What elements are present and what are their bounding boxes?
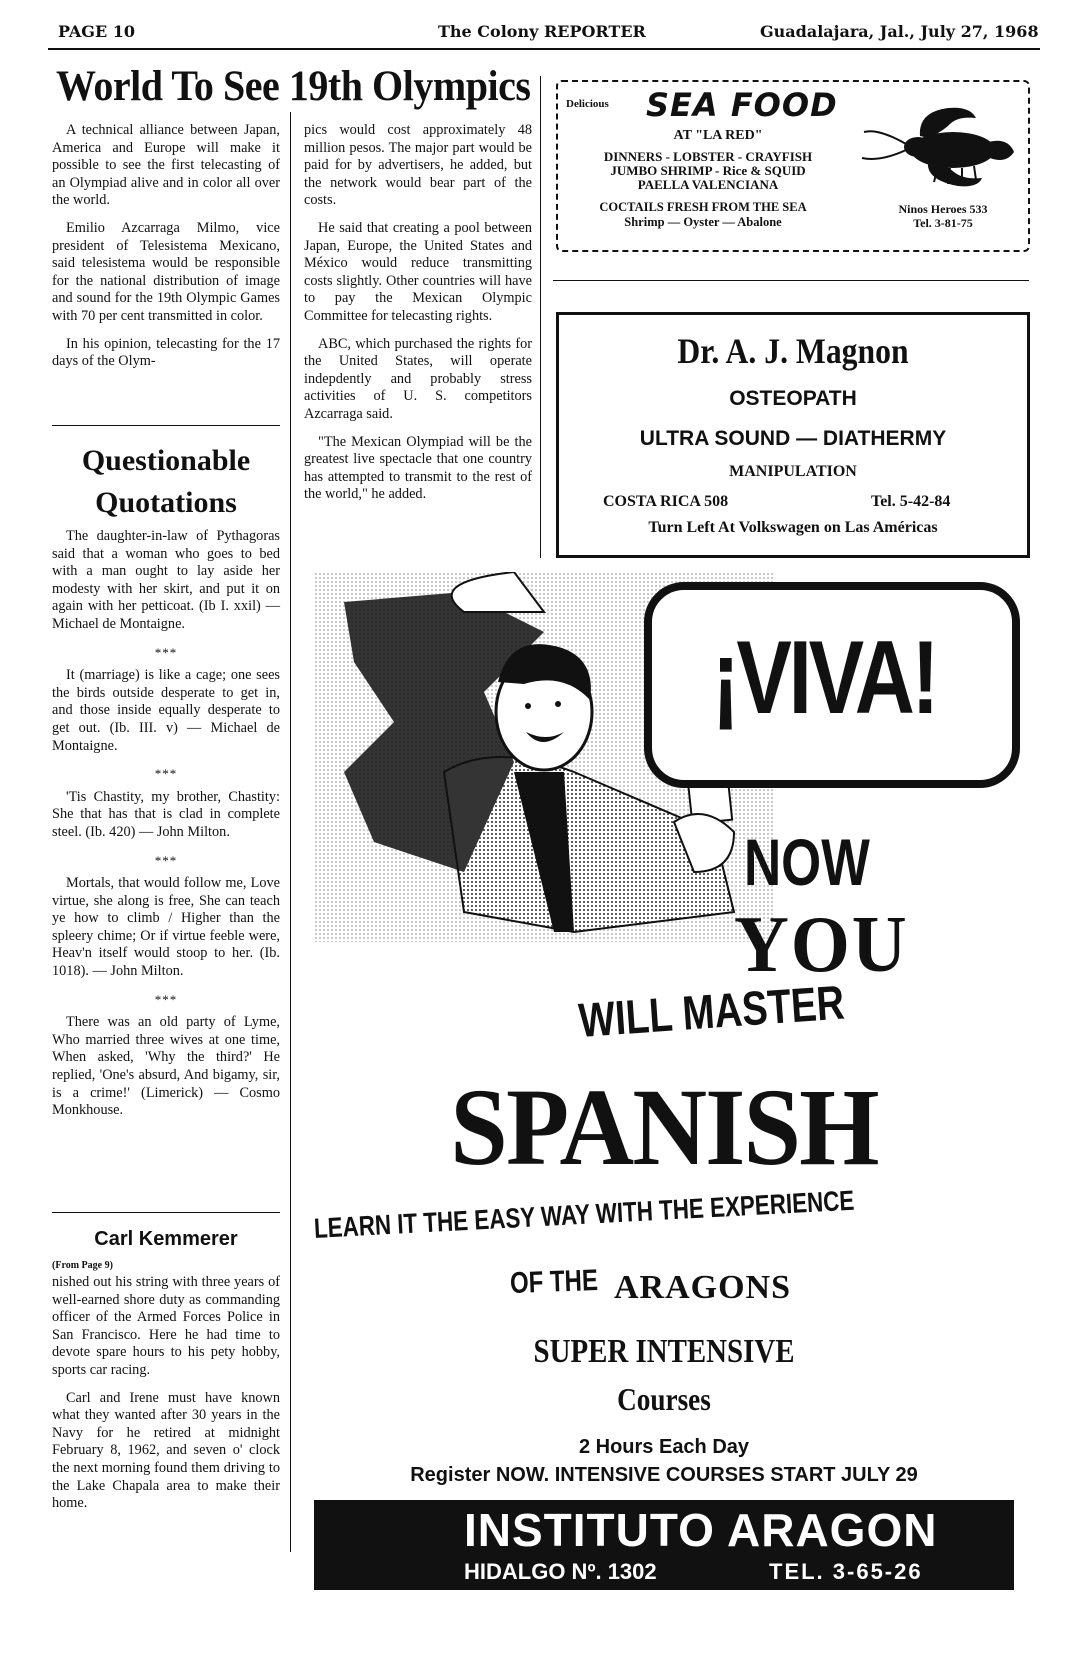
magnon-services: ULTRA SOUND — DIATHERMY <box>639 427 947 450</box>
seafood-menu <box>558 150 858 192</box>
quotation: 'Tis Chastity, my brother, Chastity: She that has that is clad in complete steel. (Ib. 420) — John Milton. <box>52 788 280 840</box>
divider <box>553 280 1029 281</box>
paragraph: Carl and Irene must have known what they wanted after 30 years in the Navy for he retired at midnight February 8, 1962, and seven o' clock the next morning found them driving to the Lake Chapala area to make their home. <box>52 1389 280 1512</box>
separator: *** <box>154 991 178 1007</box>
seafood-line: COCTAILS FRESH FROM THE SEA <box>599 200 807 214</box>
quotations-title-line1: Questionable <box>81 444 251 477</box>
quotation: There was an old party of Lyme, Who married three wives at one time, When asked, 'Why the third?' He replied, 'One's absurd, And bigamy, sir, is a crime!' (Limerick) — Cosmo Monkhouse. <box>52 1014 280 1119</box>
register-text: Register NOW. INTENSIVE COURSES START JULY 29 <box>410 1464 918 1486</box>
institute-tel: TEL. 3-65-26 <box>769 1559 923 1584</box>
quotations-title <box>52 440 280 524</box>
divider <box>52 1212 280 1213</box>
super-intensive-text: SUPER INTENSIVE <box>533 1333 795 1370</box>
of-the-text: OF THE <box>509 1263 599 1300</box>
paragraph: pics would cost approximately 48 million pesos. The major part would be paid for by advertisers, he added, but the network would bear part of the costs. <box>304 122 532 209</box>
institute-banner <box>314 1500 1014 1590</box>
seafood-at: AT "LA RED" <box>673 128 763 143</box>
olympics-col1 <box>52 122 280 381</box>
seafood-address: Ninos Heroes 533 <box>898 202 988 216</box>
quotations-title-line2: Quotations <box>95 486 237 519</box>
spanish-ad <box>314 572 1014 1662</box>
separator: *** <box>154 644 178 660</box>
learn-text: LEARN IT THE EASY WAY WITH THE EXPERIENCE <box>313 1184 856 1244</box>
viva-text: ¡VIVA! <box>711 620 937 736</box>
magnon-directions: Turn Left At Volkswagen on Las Américas <box>648 519 938 536</box>
seafood-line: JUMBO SHRIMP - Rice & SQUID <box>610 163 806 178</box>
paragraph: A technical alliance between Japan, America and Europe will make it possible to see the first telecasting of an Olympiad alive and in color all over the world. <box>52 122 280 209</box>
paragraph: Emilio Azcarraga Milmo, vice president of Telesistema Mexicano, said telesistema would be responsible for the national distribution of image and sound for the 19th Olympic Games with 70 per cent transmitted in color. <box>52 219 280 324</box>
separator: *** <box>154 766 178 782</box>
kemmerer-title: Carl Kemmerer <box>94 1228 238 1250</box>
seafood-title: SEA FOOD <box>646 86 838 124</box>
magnon-profession: OSTEOPATH <box>729 387 857 410</box>
magnon-ad <box>556 312 1030 558</box>
hours-text: 2 Hours Each Day <box>578 1436 750 1458</box>
separator: *** <box>154 852 178 868</box>
magnon-address: COSTA RICA 508 <box>603 493 729 510</box>
paragraph: "The Mexican Olympiad will be the greatest live spectacle that one country has attempted to transmit to the rest of the world," he added. <box>304 433 532 503</box>
divider <box>52 425 280 426</box>
quotation: It (marriage) is like a cage; one sees the birds outside desperate to get in, and those inside equally desperate to get out. (Ib. III. v) — Michael de Montaigne. <box>52 667 280 754</box>
seafood-coctails <box>558 200 848 230</box>
column-rule <box>290 112 291 1552</box>
now-text: NOW <box>744 825 870 899</box>
quotation: The daughter-in-law of Pythagoras said that a woman who goes to bed with a man ought to lay aside her modesty with her skirt, and put it on again with her petticoat. (Ib I. xxil) — Michael de Montaigne. <box>52 528 280 632</box>
will-master-text: WILL MASTER <box>577 976 847 1048</box>
paragraph: ABC, which purchased the rights for the United States, will operate indepdently and probably stress activities of U. S. competitors Azcarraga said. <box>304 335 532 422</box>
seafood-delicious: Delicious <box>566 98 609 110</box>
olympics-col2 <box>304 122 532 514</box>
paper-name: The Colony REPORTER <box>438 22 646 41</box>
kemmerer-body <box>52 1260 280 1523</box>
lobster-icon <box>858 92 1018 192</box>
olympics-headline: World To See 19th Olympics <box>56 63 531 110</box>
viva-speech-bubble <box>644 582 1020 788</box>
courses-text: Courses <box>617 1381 711 1417</box>
page-number: PAGE 10 <box>58 22 135 41</box>
paragraph: nished out his string with three years of well-earned shore duty as commanding officer of the Armed Forces Police in San Francisco. Here he had time to devote spare hours to his pety hobby, sports car racing. <box>52 1274 280 1378</box>
seafood-line: PAELLA VALENCIANA <box>637 177 779 192</box>
institute-name: INSTITUTO ARAGON <box>464 1504 938 1556</box>
magnon-manipulation: MANIPULATION <box>729 463 857 480</box>
paragraph: He said that creating a pool between Japan, Europe, the United States and México would reduce transmitting costs slightly. Other countries will have to pay the Mexican Olympic Committee for telecasting rights. <box>304 219 532 324</box>
quotations-body <box>52 528 280 1130</box>
seafood-line: DINNERS - LOBSTER - CRAYFISH <box>603 149 813 164</box>
paragraph: In his opinion, telecasting for the 17 days of the Olym- <box>52 335 280 370</box>
continued-from: (From Page 9) <box>52 1260 113 1271</box>
column-rule <box>540 76 541 558</box>
magnon-name: Dr. A. J. Magnon <box>677 331 909 371</box>
spanish-text: SPANISH <box>450 1066 878 1188</box>
header-rule <box>48 48 1040 50</box>
aragons-text: ARAGONS <box>614 1269 792 1306</box>
institute-address: HIDALGO Nº. 1302 <box>464 1559 657 1584</box>
seafood-line: Shrimp — Oyster — Abalone <box>624 215 782 229</box>
seafood-ad <box>556 80 1030 252</box>
magnon-tel: Tel. 5-42-84 <box>871 493 951 510</box>
quotation: Mortals, that would follow me, Love virtue, she along is free, She can teach ye how to climb / Higher than the spleery chime; Or if virtue feeble were, Heav'n itself would stoop to her. (Ib. 1018). — John Milton. <box>52 875 280 980</box>
seafood-tel: Tel. 3-81-75 <box>913 216 973 230</box>
seafood-contact <box>868 202 1018 230</box>
you-text: YOU <box>734 901 909 989</box>
dateline: Guadalajara, Jal., July 27, 1968 <box>760 22 1039 41</box>
